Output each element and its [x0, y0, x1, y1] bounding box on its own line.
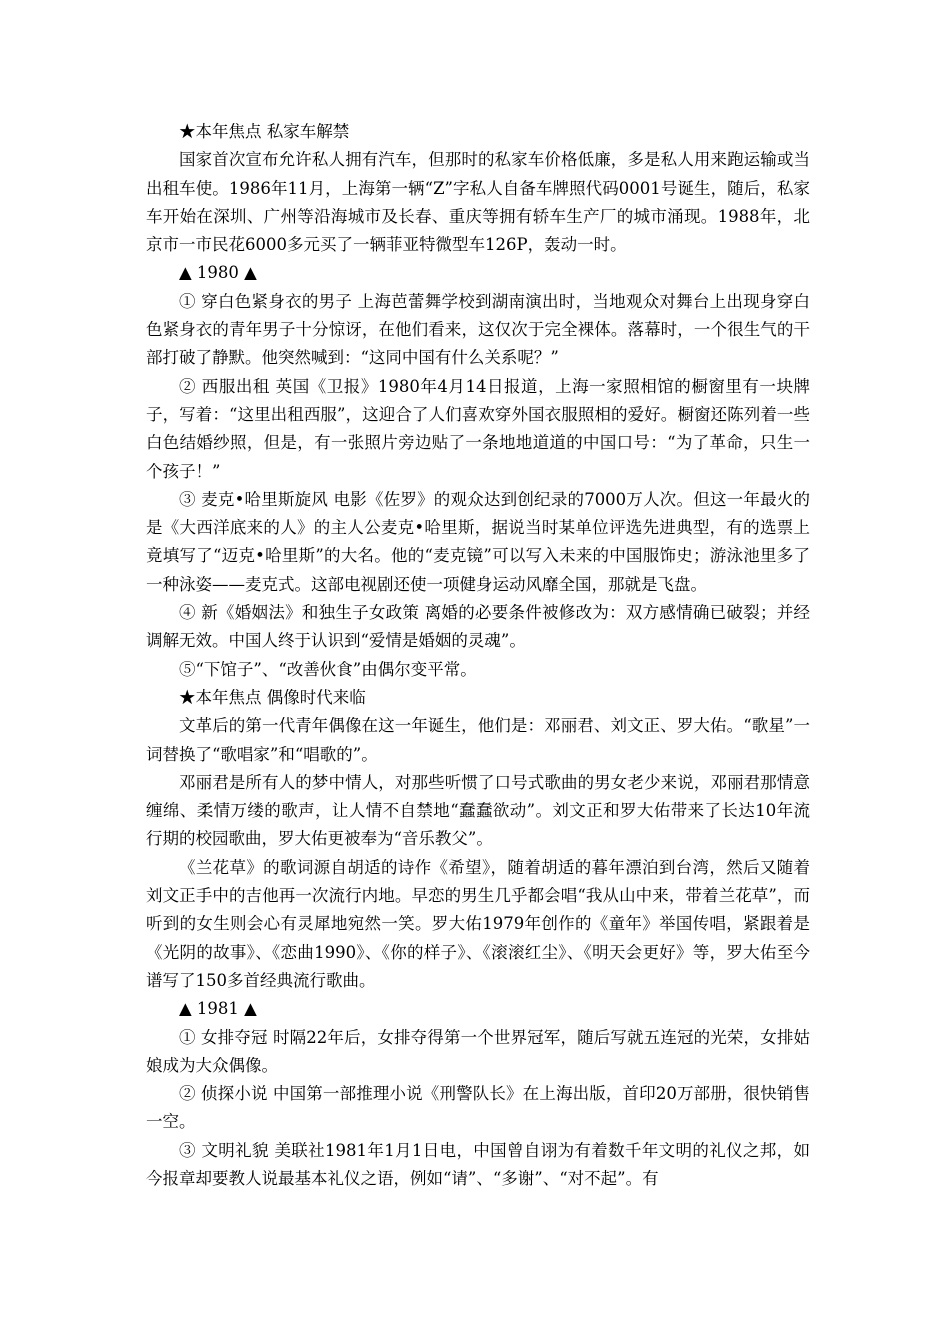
paragraph-1980-item-1: ① 穿白色紧身衣的男子 上海芭蕾舞学校到湖南演出时，当地观众对舞台上出现身穿白色紧身衣的青年男子十分惊讶，在他们看来，这仅次于完全裸体。落幕时，一个很生气的干部打破了静默。他突然喊到：“这同中国有什么关系呢？”: [146, 291, 810, 368]
paragraph-1981-item-1: ① 女排夺冠 时隔22年后，女排夺得第一个世界冠军，随后写就五连冠的光荣，女排姑娘成为大众偶像。: [146, 1027, 810, 1075]
section-heading-idol-era: ★本年焦点 偶像时代来临: [179, 687, 366, 707]
paragraph-1980-item-4: ④ 新《婚姻法》和独生子女政策 离婚的必要条件被修改为：双方感情确已破裂；并经调解无效。中国人终于认识到“爱情是婚姻的灵魂”。: [146, 603, 810, 651]
paragraph-orchid-song: 《兰花草》的歌词源自胡适的诗作《希望》，随着胡适的暮年漂泊到台湾，然后又随着刘文正手中的吉他再一次流行内地。早恋的男生几乎都会唱“我从山中来，带着兰花草”，而听到的女生则会心有灵犀地宛然一笑。罗大佑1979年创作的《童年》举国传唱，紧跟着是《光阴的故事》、《恋曲1990》、《你的样子》、《滚滚红尘》、《明天会更好》等，罗大佑至今谱写了150多首经典流行歌曲。: [146, 857, 810, 990]
year-marker-1980: ▲ 1980 ▲: [179, 263, 257, 283]
year-marker-1981: ▲ 1981 ▲: [179, 999, 257, 1019]
paragraph-1981-item-3: ③ 文明礼貌 美联社1981年1月1日电，中国曾自诩为有着数千年文明的礼仪之邦，如今报章却要教人说最基本礼仪之语，例如“请”、“多谢”、“对不起”。有: [146, 1140, 810, 1188]
paragraph-1980-item-5: ⑤“下馆子”、“改善伙食”由偶尔变平常。: [179, 659, 477, 679]
paragraph-1980-item-3: ③ 麦克•哈里斯旋风 电影《佐罗》的观众达到创纪录的7000万人次。但这一年最火的是《大西洋底来的人》的主人公麦克•哈里斯，据说当时某单位评选先进典型，有的选票上竟填写了“迈克•哈里斯”的大名。他的“麦克镜”可以写入未来的中国服饰史；游泳池里多了一种泳姿——麦克式。这部电视剧还使一项健身运动风靡全国，那就是飞盘。: [146, 489, 810, 594]
section-heading-private-car: ★本年焦点 私家车解禁: [179, 122, 350, 141]
paragraph-private-car: 国家首次宣布允许私人拥有汽车，但那时的私家车价格低廉，多是私人用来跑运输或当出租车使。1986年11月，上海第一辆“Z”字私人自备车牌照代码0001号诞生，随后，私家车开始在深圳、广州等沿海城市及长春、重庆等拥有轿车生产厂的城市涌现。1988年，北京市一市民花6000多元买了一辆菲亚特微型车126P，轰动一时。: [146, 150, 810, 255]
paragraph-1980-item-2: ② 西服出租 英国《卫报》1980年4月14日报道，上海一家照相馆的橱窗里有一块牌子，写着：“这里出租西服”，这迎合了人们喜欢穿外国衣服照相的爱好。橱窗还陈列着一些白色结婚纱照，但是，有一张照片旁边贴了一条地地道道的中国口号：“为了革命，只生一个孩子！”: [146, 376, 810, 481]
paragraph-1981-item-2: ② 侦探小说 中国第一部推理小说《刑警队长》在上海出版，首印20万部册，很快销售一空。: [146, 1084, 810, 1132]
paragraph-idol-intro: 文革后的第一代青年偶像在这一年诞生，他们是：邓丽君、刘文正、罗大佑。“歌星”一词替换了“歌唱家”和“唱歌的”。: [146, 716, 810, 764]
paragraph-teresa-teng: 邓丽君是所有人的梦中情人，对那些听惯了口号式歌曲的男女老少来说，邓丽君那情意缠绵、柔情万缕的歌声，让人情不自禁地“蠢蠢欲动”。刘文正和罗大佑带来了长达10年流行期的校园歌曲，罗大佑更被奉为“音乐教父”。: [146, 772, 810, 849]
document-page: [146, 118, 810, 1193]
